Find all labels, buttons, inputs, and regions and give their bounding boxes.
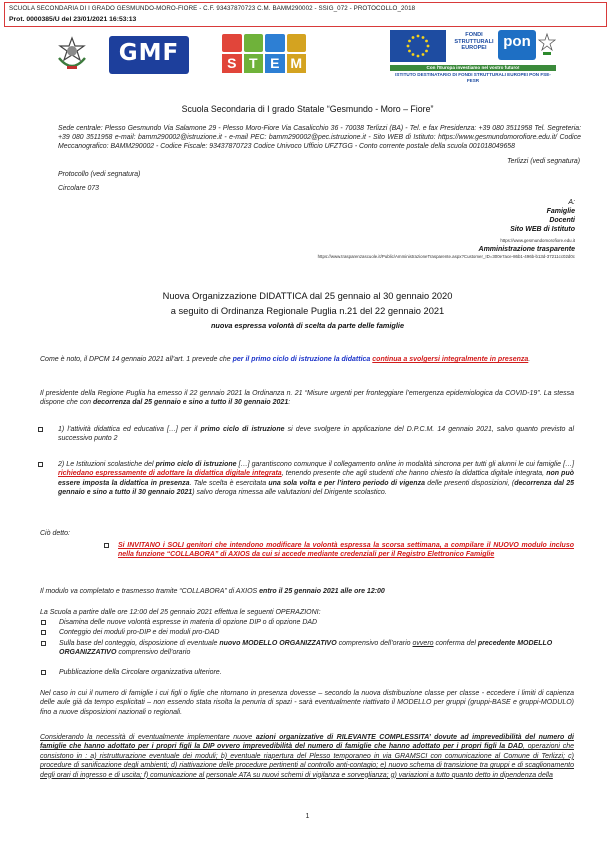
document-title: Nuova Organizzazione DIDATTICA dal 25 gennaio al 30 gennaio 2020	[162, 291, 453, 301]
stem-math-icon	[287, 34, 307, 52]
recipient-amministrazione: Amministrazione trasparente	[478, 246, 575, 253]
paragraph-ordinanza: Il presidente della Regione Puglia ha emesso il 22 gennaio 2021 la Ordinanza n. 21 “Misure urgenti per fronteggiare l’emergenza epidemiologica da COVID-19”. La stessa dispone che con decorrenza dal 25 gennaio e sino a tutto il 30 gennaio 2021:	[40, 390, 574, 407]
operazione-item: Sulla base del conteggio, disposizione di eventuale nuovo MODELLO ORGANIZZATIVO comprensivo dell’orario ovvero conferma del precedente MODELLO ORGANIZZATIVO comprensivo dell’orario	[59, 639, 574, 658]
invito-genitori: Si INVITANO i SOLI genitori che intendono modificare la volontà espressa la scorsa settimana, a compilare il NUOVO modulo incluso nella funzione “COLLABORA” di AXIOS da cui si accede mediante credenziali per il Registro Elettronico Famiglie	[118, 541, 574, 560]
site-url-link[interactable]: https://www.gesmundomorofiore.edu.it	[500, 238, 575, 243]
document-subject: nuova espressa volontà di scelta da parte delle famiglie	[210, 321, 405, 330]
stem-science-icon	[222, 34, 242, 52]
pon-slogan-bar: Con l'Europa investiamo nel vostro futuro!	[390, 65, 556, 71]
eu-flag-icon	[390, 30, 446, 62]
checkbox-icon	[41, 630, 46, 635]
paragraph-considerando: Considerando la necessità di eventualmente implementare nuove azioni organizzative di RILEVANTE COMPLESSITA’ dovute ad imprevedibilità del numero di famiglie che hanno adottato per i propri figli la DIP ovvero imprevedibilità del numero di famiglie che hanno adottato per i propri figli la DAD, operazioni che consistono in : a) ristrutturazione eventuale dei moduli; b) eventuale riapertura del Plesso temporaneo in via GRAMSCI con comunicazione al Comune di Terlizzi; c) procedure di sanificazione degli ambienti; d) riattivazione delle procedure pertinenti al controllo anti-contagio; e) nuovo schema di transizione tra gruppi e di scaglionamento degli orari di ingresso e di uscita; f) comunicazione al personale ATA su nuovi schemi di vigilanza e sorveglianza; g) variazioni a tutto quanto detto in dipendenza della	[40, 734, 574, 779]
checkbox-icon	[104, 543, 109, 548]
recipients-block	[510, 198, 575, 234]
stamp-line-2: Prot. 0000385/U del 23/01/2021 16:53:13	[9, 16, 137, 23]
stem-letter: T	[244, 54, 264, 73]
recipient-sito: Sito WEB di Istituto	[510, 226, 575, 233]
operazione-item: Conteggio dei moduli pro-DIP e dei moduli pro-DAD	[59, 628, 574, 637]
page-number: 1	[305, 813, 310, 820]
cio-detto: Ciò detto:	[40, 530, 70, 537]
paragraph-dpcm: Come è noto, il DPCM 14 gennaio 2021 all’art. 1 prevede che per il primo ciclo di istruzione la didattica continua a svolgersi integralmente in presenza.	[40, 356, 531, 363]
recipient-docenti: Docenti	[549, 217, 575, 224]
checkbox-icon	[41, 641, 46, 646]
pon-logo-text: pon	[498, 30, 536, 60]
stem-letter: M	[287, 54, 307, 73]
stem-technology-icon	[244, 34, 264, 52]
ministry-emblem-icon	[538, 32, 556, 58]
modulo-scadenza: Il modulo va completato e trasmesso tramite “COLLABORA” di AXIOS entro il 25 gennaio 2021 alle ore 12:00	[40, 588, 385, 595]
checkbox-icon	[38, 427, 43, 432]
amm-trasparente-url-link[interactable]: https://www.trasparenzascuole.it/Public/AmministrazioneTrasparente.aspx?Customer_ID=300e7ace-86b1-496b-b13d-37211cc02d0c	[317, 254, 575, 259]
checkbox-icon	[41, 670, 46, 675]
recipients-to: A:	[568, 199, 575, 206]
stamp-line-1: SCUOLA SECONDARIA DI I GRADO GESMUNDO-MORO-FIORE - C.F. 93437870723 C.M. BAMM290002 - SSIG_072 - PROTOCOLLO_2018	[9, 5, 416, 12]
stem-engineering-icon	[265, 34, 285, 52]
recipient-famiglie: Famiglie	[546, 208, 575, 215]
protocol-label: Protocollo (vedi segnatura)	[58, 171, 141, 178]
school-name: Scuola Secondaria di I grado Statale “Gesmundo - Moro – Fiore”	[181, 104, 434, 114]
operazione-item: Pubblicazione della Circolare organizzativa ulteriore.	[59, 668, 574, 677]
ordinanza-item-2: 2) Le Istituzioni scolastiche del primo ciclo di istruzione […] garantiscono comunque il collegamento online in modalità sincrona per tutti gli alunni le cui famiglie […] richiedano espressamente di adottare la didattica digitale integrata, tenendo presente che agli studenti che hanno chiesto la didattica digitale integrata, non può essere imposta la didattica in presenza. Tale scelta è esercitata una sola volta e per l’intero periodo di vigenza delle presenti disposizioni, (decorrenza dal 25 gennaio e sino a tutto il 30 gennaio 2021) salvo deroga rimessa alle valutazioni del Dirigente scolastico.	[58, 460, 574, 498]
operazione-item: Disamina delle nuove volontà espresse in materia di opzione DIP o di opzione DAD	[59, 618, 574, 627]
paragraph-capienza: Nel caso in cui il numero di famiglie i cui figli o figlie che ritornano in presenza dovesse – secondo la nuova distribuzione classe per classe - eccedere i limiti di capienza delle aule già da tempo esplicitati – non essendo stata risolta la penuria di spazi - sarà eventualmente riattivato il MODELLO per gruppi (gruppi-BASE e gruppi-MODULO) fino a nuove disposizioni nazionali o regionali.	[40, 690, 574, 716]
protocol-stamp	[4, 2, 607, 27]
checkbox-icon	[41, 620, 46, 625]
stem-logo	[222, 34, 306, 74]
document-subtitle: a seguito di Ordinanza Regionale Puglia n.21 del 22 gennaio 2021	[170, 306, 445, 316]
pon-destinatario-bar: ISTITUTO DESTINATARIO DI FONDI STRUTTURALI EUROPEI PON FSE-FESR	[390, 72, 556, 78]
pon-banner	[390, 30, 556, 83]
ordinanza-item-1: 1) l’attività didattica ed educativa […] per il primo ciclo di istruzione si deve svolgere in applicazione del D.P.C.M. 14 gennaio 2021, salvo quanto previsto al successivo punto 2	[58, 425, 574, 444]
italian-republic-emblem-icon	[56, 36, 88, 72]
gmf-logo-text: GMF	[118, 40, 180, 66]
operazioni-intro: La Scuola a partire dalle ore 12:00 del 25 gennaio 2021 effettua le seguenti OPERAZIONI:	[40, 609, 321, 616]
pon-fondi-label: FONDI STRUTTURALI EUROPEI	[454, 32, 494, 51]
school-contact-info: Sede centrale: Plesso Gesmundo Via Salamone 29 - Plesso Moro-Fiore Via Casalicchio 36 - 70038 Terlizzi (BA) - Tel. e fax Presidenza: +39 080 3511958 Tel. Segreteria: +39 080 3511958 e-mail: bamm290002@istruzione.it - e-mail PEC: bamm290002@pec.istruzione.it - Sito WEB di Istituto: https://www.gesmundomorofiore.edu.it/ Codice Meccanografico: BAMM290002 - Codice Fiscale: 93437870723 Codice Univoco Ufficio UFZTGG - Conto corrente postale della scuola 001018049658	[58, 125, 581, 151]
stem-letter: S	[222, 54, 242, 73]
checkbox-icon	[38, 462, 43, 467]
stem-letter: E	[265, 54, 285, 73]
circular-number: Circolare 073	[58, 185, 99, 192]
gmf-school-logo	[109, 36, 189, 74]
place-date: Terlizzi (vedi segnatura)	[507, 158, 580, 165]
